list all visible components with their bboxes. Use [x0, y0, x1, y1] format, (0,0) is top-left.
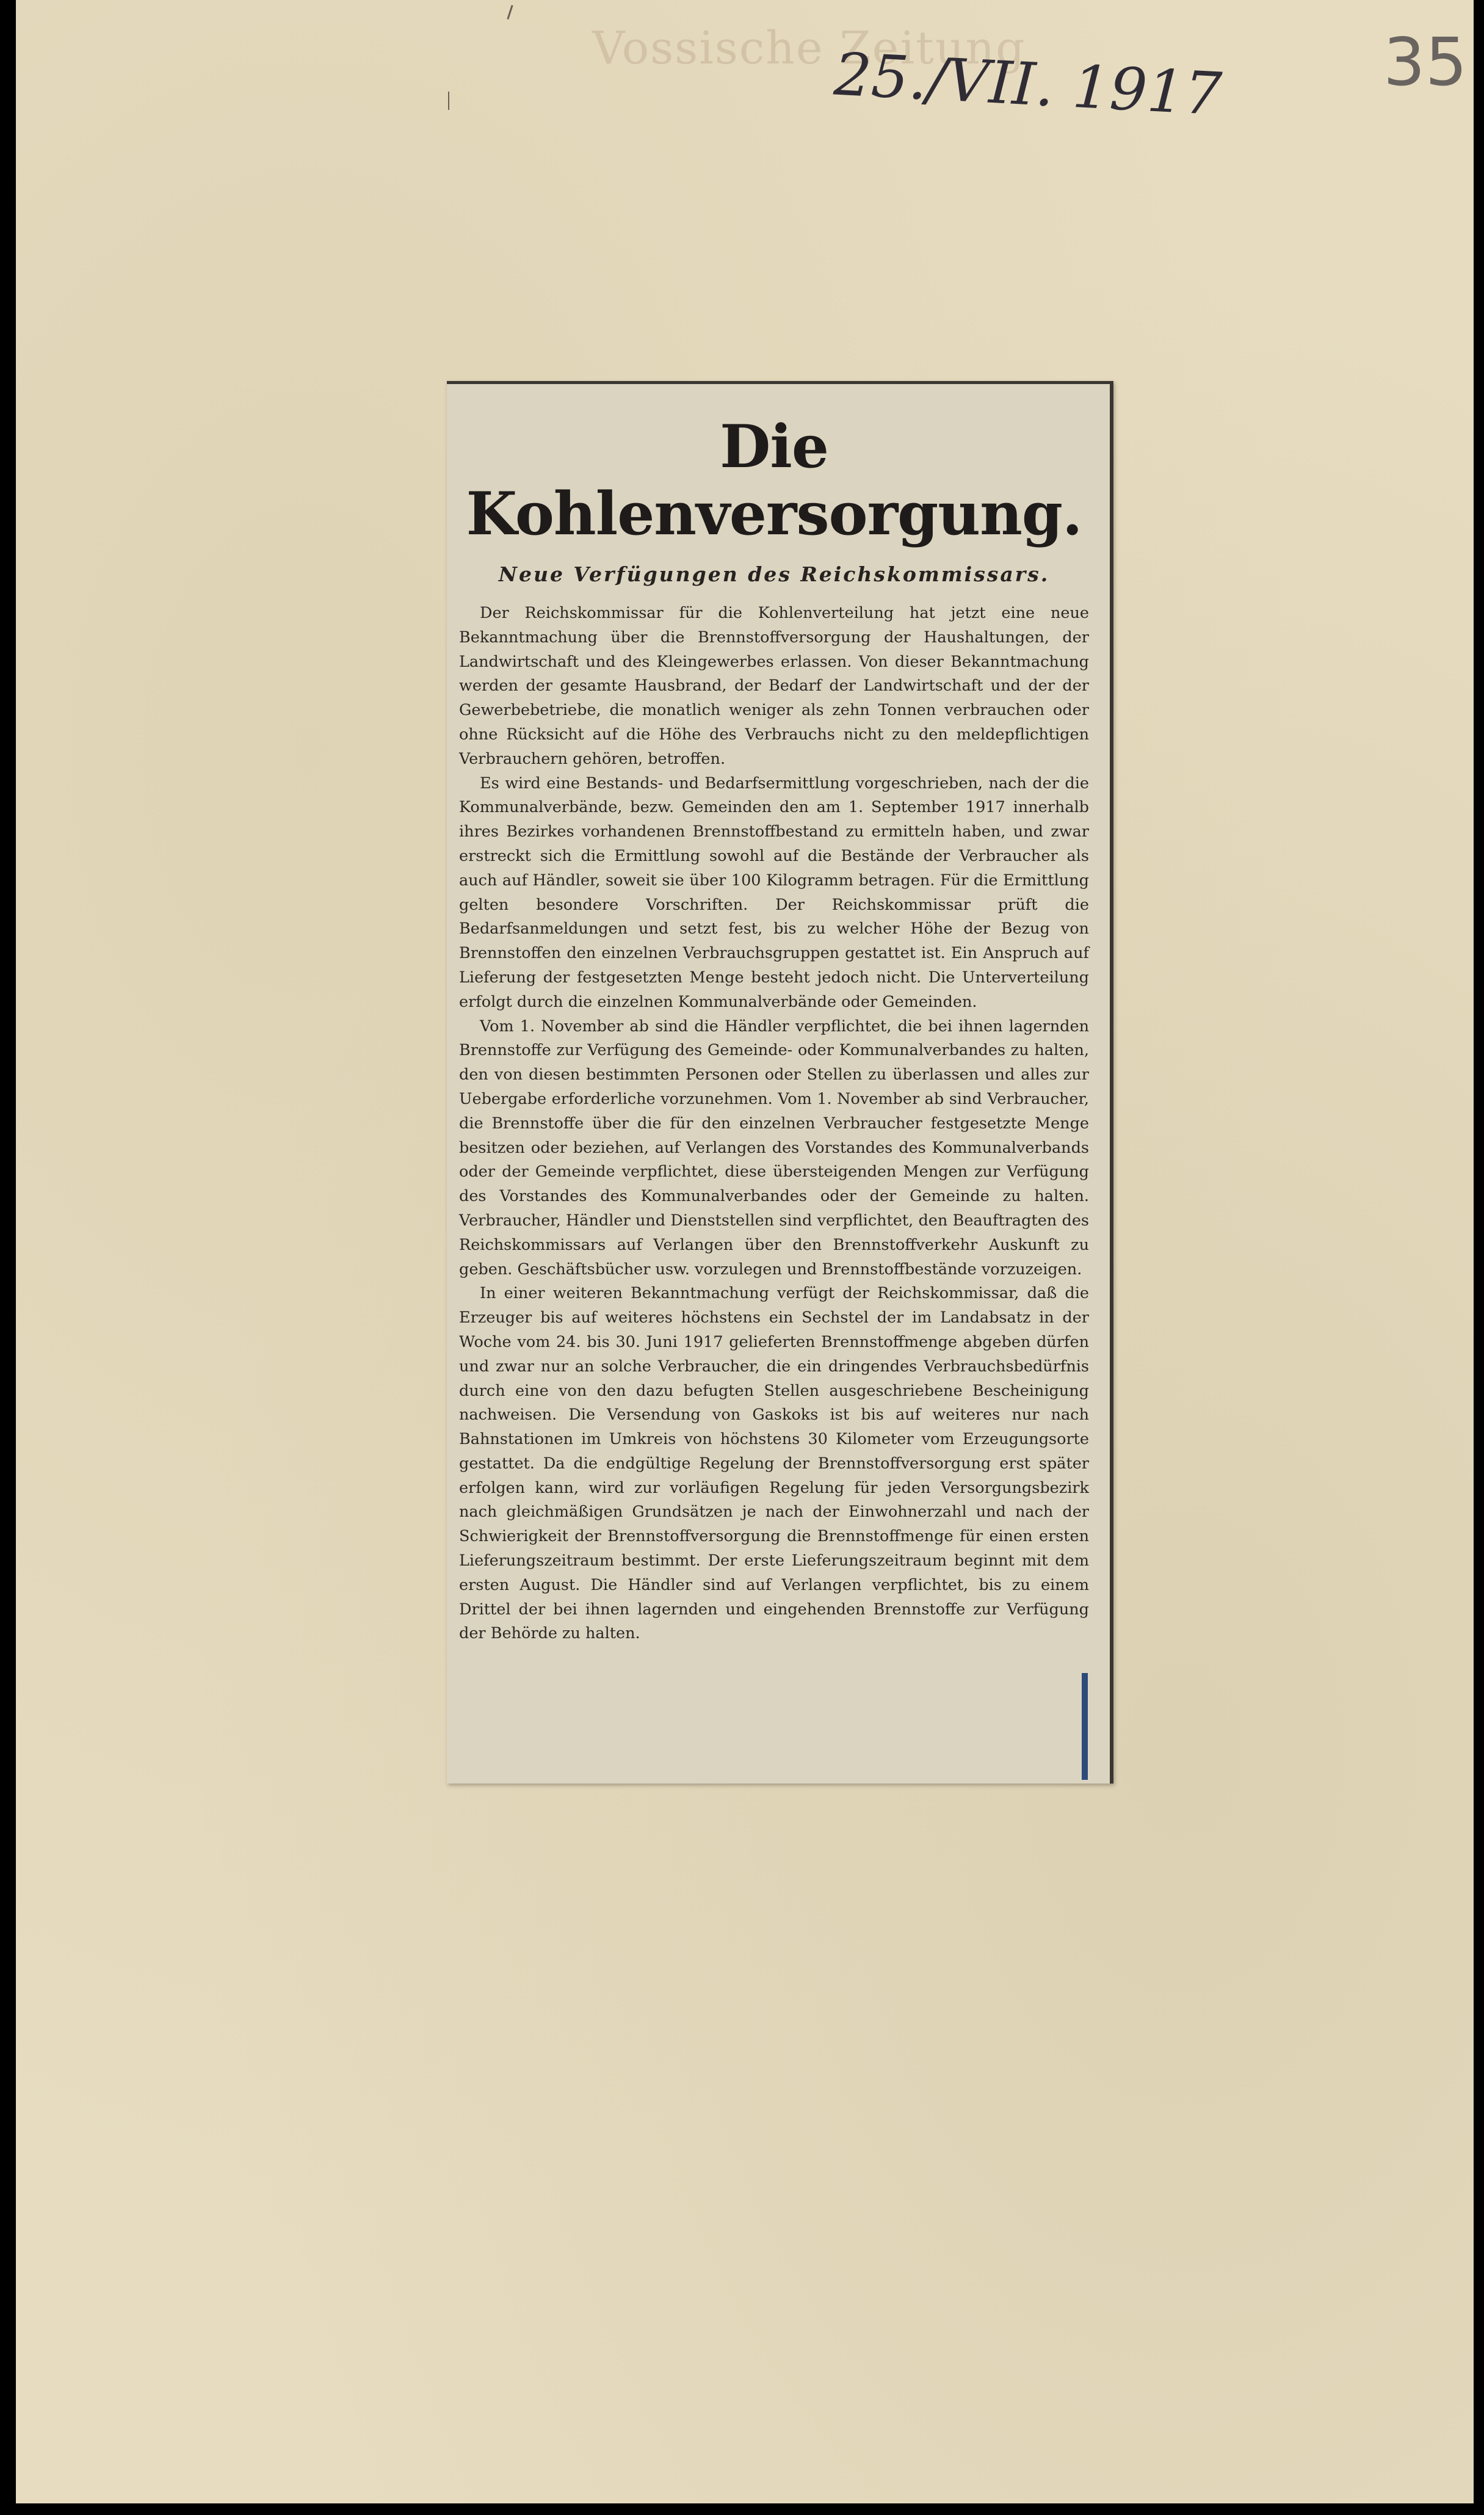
handwritten-date: 25./VII. 1917 — [832, 40, 1224, 129]
newspaper-clipping — [447, 381, 1113, 1784]
article-paragraph: In einer weiteren Bekanntmachung verfügt der Reichskommissar, daß die Erzeuger bis auf weiteres höchstens ein Sechstel der im Landabsatz in der Woche vom 24. bis 30. Juni 1917 gelieferten Brennstoffmenge abgeben dürfen und zwar nur an solche Verbraucher, die ein dringendes Verbrauchsbedürfnis durch eine von den dazu befugten Stellen ausgeschriebene Bescheinigung nachweisen. Die Versendung von Gaskoks ist bis auf weiteres nur nach Bahnstationen im Umkreis von höchstens 30 Kilometer vom Erzeugungsorte gestattet. Da die endgültige Regelung der Brennstoffversorgung erst später erfolgen kann, wird zur vorläufigen Regelung für jeden Versorgungsbezirk nach gleichmäßigen Grundsätzen je nach der Einwohnerzahl und nach der Schwierigkeit der Brennstoffversorgung die Brennstoffmenge für einen ersten Lieferungszeitraum bestimmt. Der erste Lieferungszeitraum beginnt mit dem ersten August. Die Händler sind auf Verlangen verpflichtet, bis zu einem Drittel der bei ihnen lagernden und eingehenden Brennstoffe zur Verfügung der Behörde zu halten. — [459, 1284, 1089, 1643]
article-body — [459, 601, 1089, 1646]
newspaper-stamp: Vossische Zeitung — [592, 22, 1026, 74]
article-paragraph: Der Reichskommissar für die Kohlenverteilung hat jetzt eine neue Bekanntmachung über die Brennstoffversorgung der Haushaltungen, der Landwirtschaft und des Kleingewerbes erlassen. Von dieser Bekanntmachung werden der gesamte Hausbrand, der Bedarf der Landwirtschaft und der der Gewerbebetriebe, die monatlich weniger als zehn Tonnen verbrauchen oder ohne Rücksicht auf die Höhe des Verbrauchs nicht zu den meldepflichtigen Verbrauchern gehören, betroffen. — [459, 604, 1089, 768]
article-title: Die Kohlenversorgung. — [466, 412, 1082, 548]
blue-pencil-mark — [1082, 1673, 1088, 1780]
article-paragraph: Vom 1. November ab sind die Händler verpflichtet, die bei ihnen lagernden Brennstoffe zur Verfügung des Gemeinde- oder Kommunalverbandes zu halten, den von diesen bestimmten Personen oder Stellen zu überlassen und alles zur Uebergabe erforderliche vorzunehmen. Vom 1. November ab sind Verbraucher, die Brennstoffe über die für den einzelnen Verbraucher festgesetzte Menge besitzen oder beziehen, auf Verlangen des Vorstandes des Kommunalverbands oder der Gemeinde verpflichtet, diese übersteigenden Mengen zur Verfügung des Vorstandes des Kommunalverbandes oder der Gemeinde zu halten. Verbraucher, Händler und Dienststellen sind verpflichtet, den Beauftragten des Reichskommissars auf Verlangen über den Brennstoffverkehr Auskunft zu geben. Geschäftsbücher usw. vorzulegen und Brennstoffbestände vorzuzeigen. — [459, 1017, 1089, 1279]
pencil-mark — [448, 92, 449, 110]
archive-sheet — [16, 0, 1474, 2503]
pencil-mark — [507, 5, 513, 20]
page-number: 35 — [1383, 24, 1468, 101]
article-subtitle: Neue Verfügungen des Reichskommissars. — [498, 562, 1050, 586]
article-paragraph: Es wird eine Bestands- und Bedarfsermittlung vorgeschrieben, nach der die Kommunalverbände, bezw. Gemeinden den am 1. September 1917 innerhalb ihres Bezirkes vorhandenen Brennstoffbestand zu ermitteln haben, und zwar erstreckt sich die Ermittlung sowohl auf die Bestände der Verbraucher als auch auf Händler, soweit sie über 100 Kilogramm betragen. Für die Ermittlung gelten besondere Vorschriften. Der Reichskommissar prüft die Bedarfsanmeldungen und setzt fest, bis zu welcher Höhe der Bezug von Brennstoffen den einzelnen Verbrauchsgruppen gestattet ist. Ein Anspruch auf Lieferung der festgesetzten Menge besteht jedoch nicht. Die Unterverteilung erfolgt durch die einzelnen Kommunalverbände oder Gemeinden. — [459, 774, 1089, 1011]
